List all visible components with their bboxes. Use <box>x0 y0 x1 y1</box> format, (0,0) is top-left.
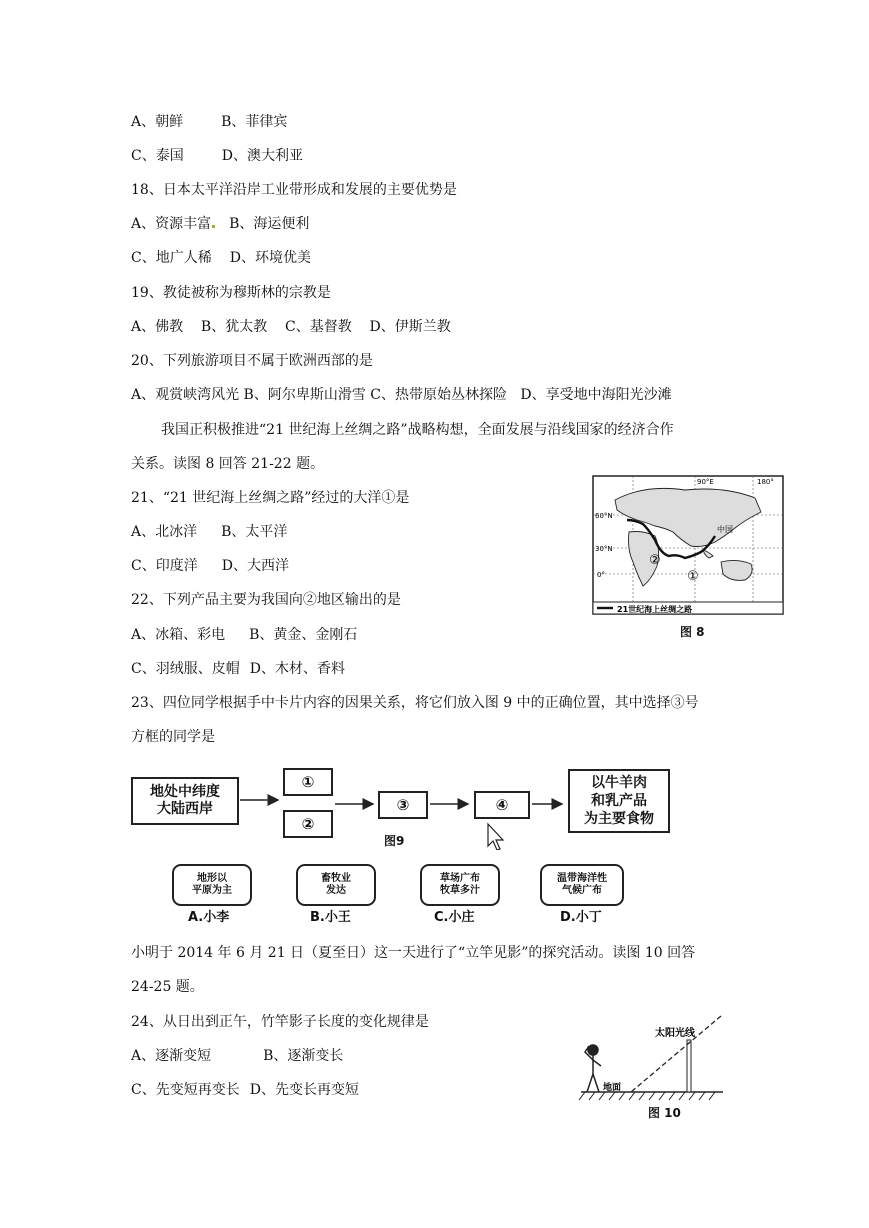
q22-option-a: A、冰箱、彩电 <box>131 627 226 643</box>
figure-8-caption: 图 8 <box>680 625 705 639</box>
q17-option-c: C、泰国 <box>131 148 184 164</box>
q22-option-d: D、木材、香料 <box>249 661 345 677</box>
figure-9-caption: 图9 <box>384 834 405 848</box>
q24-options-cd <box>131 1080 359 1100</box>
q23-line1: 23、四位同学根据手中卡片内容的因果关系，将它们放入图 9 中的正确位置，其中选择③号 <box>131 695 699 711</box>
marker-2-label: ② <box>649 553 661 568</box>
q24-option-d: D、先变长再变短 <box>249 1082 359 1098</box>
figure-9-diagram <box>128 760 698 930</box>
sun-ray-label: 太阳光线 <box>655 1028 695 1039</box>
mouse-pointer-icon <box>488 824 503 850</box>
q20-options: A、观赏峡湾风光 B、阿尔卑斯山滑雪 C、热带原始丛林探险 D、享受地中海阳光沙滩 <box>131 387 672 403</box>
intro-24-25-line2: 24-25 题。 <box>131 979 204 995</box>
q21-option-a: A、北冰洋 <box>131 524 198 540</box>
card-b-name: B.小王 <box>310 910 351 925</box>
q18-options-cd <box>131 248 311 268</box>
silk-road-map <box>585 470 785 620</box>
q17-option-b: B、菲律宾 <box>221 114 288 130</box>
q19-options: A、佛教 B、犹太教 C、基督教 D、伊斯兰教 <box>131 319 451 335</box>
card-d-name: D.小丁 <box>560 910 602 925</box>
q17-option-a: A、朝鲜 <box>131 114 184 130</box>
q22-stem: 22、下列产品主要为我国向②地区输出的是 <box>131 592 401 608</box>
card-a-name: A.小李 <box>188 910 230 925</box>
card-c-name: C.小庄 <box>434 910 475 925</box>
q19-stem: 19、教徒被称为穆斯林的宗教是 <box>131 285 331 301</box>
q20-stem: 20、下列旅游项目不属于欧洲西部的是 <box>131 353 373 369</box>
slot-3-box: ③ <box>378 791 428 819</box>
q18-option-c: C、地广人稀 <box>131 250 212 266</box>
end-box: 以牛羊肉 和乳产品 为主要食物 <box>568 769 670 833</box>
q22-option-c: C、羽绒服、皮帽 <box>131 661 240 677</box>
q24-options-ab <box>131 1046 343 1066</box>
marker-1-label: ① <box>687 569 699 584</box>
q17-option-d: D、澳大利亚 <box>221 148 303 164</box>
q21-options-cd <box>131 556 289 576</box>
q24-stem: 24、从日出到正午，竹竿影子长度的变化规律是 <box>131 1014 429 1030</box>
q24-option-a: A、逐渐变短 <box>131 1048 212 1064</box>
slot-1-box: ① <box>283 768 333 796</box>
intro-24-25-line1: 小明于 2014 年 6 月 21 日（夏至日）这一天进行了“立竿见影”的探究活动。读图 10 回答 <box>131 945 696 961</box>
q18-options-ab <box>131 214 309 234</box>
q24-option-c: C、先变短再变长 <box>131 1082 240 1098</box>
q18-option-b: B、海运便利 <box>229 216 310 232</box>
start-box: 地处中纬度 大陆西岸 <box>131 777 239 825</box>
q21-option-d: D、大西洋 <box>221 558 289 574</box>
slot-4-box: ④ <box>474 791 530 819</box>
q18-option-d: D、环境优美 <box>229 250 311 266</box>
intro-21-22-line1: 我国正积极推进“21 世纪海上丝绸之路”战略构想，全面发展与沿线国家的经济合作 <box>161 422 674 438</box>
bamboo-pole <box>687 1040 691 1092</box>
slot-2-box: ② <box>283 810 333 838</box>
card-c: 草场广布 牧草多汁 <box>420 864 500 906</box>
china-label: 中国 <box>717 525 733 534</box>
flow-arrows <box>128 760 698 850</box>
lon-label-180: 180° <box>757 478 774 486</box>
q24-option-b: B、逐渐变长 <box>263 1048 344 1064</box>
q21-stem: 21、“21 世纪海上丝绸之路”经过的大洋①是 <box>131 490 410 506</box>
q18-stem: 18、日本太平洋沿岸工业带形成和发展的主要优势是 <box>131 182 457 198</box>
q22-option-b: B、黄金、金刚石 <box>249 627 358 643</box>
lon-label-90e: 90°E <box>697 478 714 486</box>
card-a: 地形以 平原为主 <box>172 864 252 906</box>
ground-label: 地面 <box>603 1083 622 1093</box>
q21-options-ab <box>131 522 287 542</box>
person-icon <box>585 1045 601 1092</box>
card-d: 温带海洋性 气候广布 <box>540 864 624 906</box>
legend-label: 21世纪海上丝绸之路 <box>617 605 693 614</box>
lat-label-30: 30°N <box>595 545 613 553</box>
q23-line2: 方框的同学是 <box>131 729 215 745</box>
q21-option-b: B、太平洋 <box>221 524 288 540</box>
figure-10-caption: 图 10 <box>648 1106 681 1120</box>
lat-label-60: 60°N <box>595 512 613 520</box>
q17-options-ab <box>131 112 287 132</box>
q18-option-a: A、资源丰富 <box>131 216 212 232</box>
intro-21-22-line2: 关系。读图 8 回答 21-22 题。 <box>131 456 325 472</box>
figure-8-map <box>585 470 785 620</box>
q21-option-c: C、印度洋 <box>131 558 198 574</box>
stray-mark <box>212 225 215 228</box>
lat-label-0: 0° <box>597 571 605 579</box>
q17-options-cd <box>131 146 303 166</box>
q22-options-ab <box>131 625 357 645</box>
q22-options-cd <box>131 659 345 679</box>
card-b: 畜牧业 发达 <box>296 864 376 906</box>
